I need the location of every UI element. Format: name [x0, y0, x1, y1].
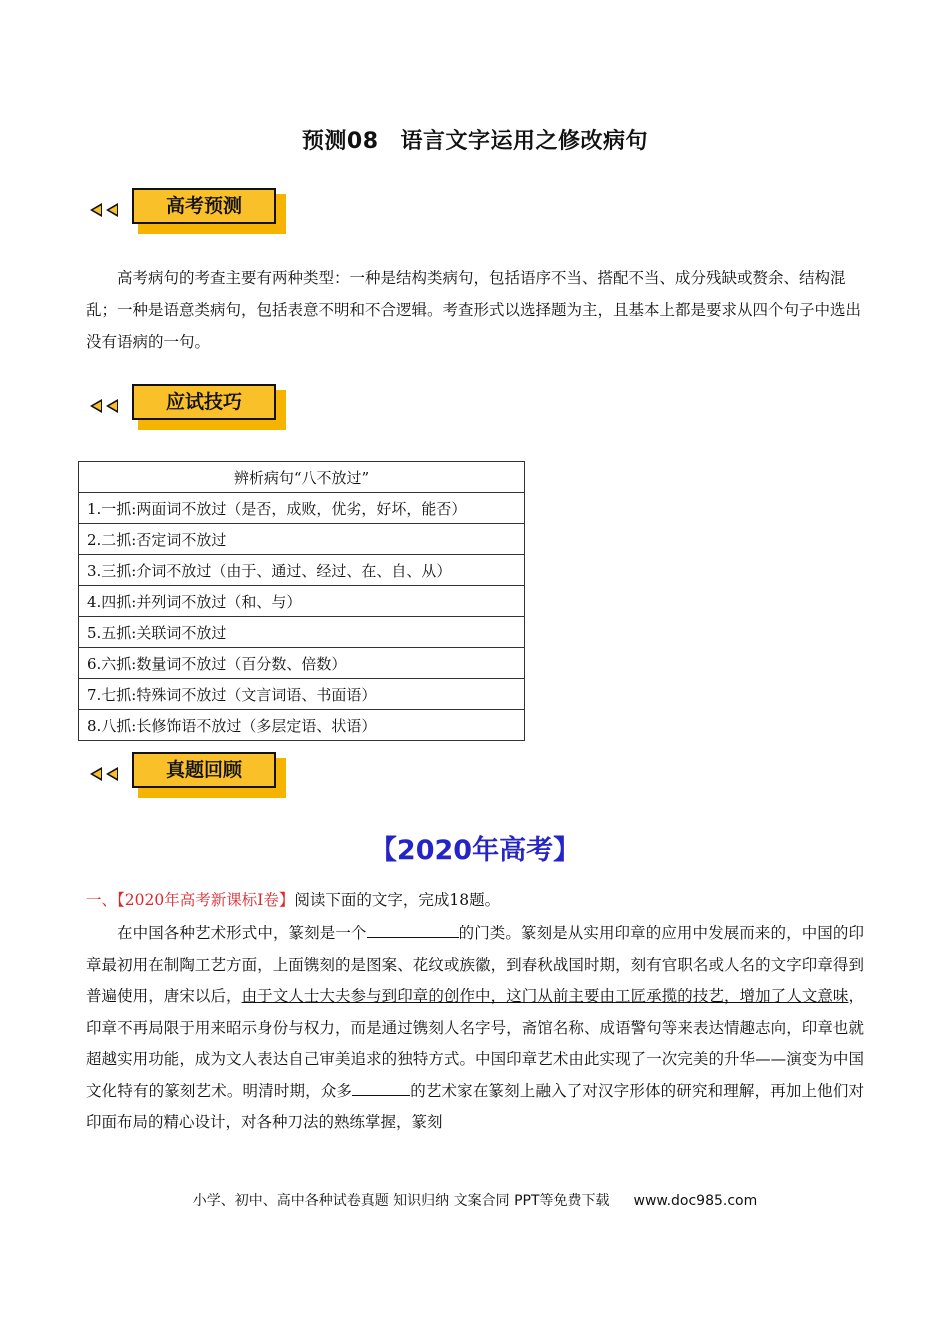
- table-row: 7.七抓:特殊词不放过（文言词语、书面语）: [79, 679, 525, 710]
- reading-passage: [86, 918, 864, 1139]
- blank-2: [352, 1079, 410, 1096]
- double-arrow-left-icon: [90, 397, 130, 415]
- passage-text: 的门类。篆刻是从实用印章的应用中发展而来的，中国的印章最初用在制陶工艺方面，上面镌刻的是图案、花纹或族徽，到春秋战国时期，刻有官职名或人名的文字印章得到普遍使用，唐宋以后，: [86, 924, 864, 1005]
- section-title-skills: 应试技巧: [132, 384, 276, 420]
- section-header-review: [90, 750, 290, 800]
- section-title-review: 真题回顾: [132, 752, 276, 788]
- passage-text: 在中国各种艺术形式中，篆刻是一个: [117, 924, 367, 942]
- title-main: 预测08: [301, 129, 379, 154]
- question-heading: [86, 888, 500, 912]
- table-row: 2.二抓:否定词不放过: [79, 524, 525, 555]
- intro-paragraph: 高考病句的考查主要有两种类型：一种是结构类病句，包括语序不当、搭配不当、成分残缺或赘余、结构混乱；一种是语意类病句，包括表意不明和不合逻辑。考查形式以选择题为主，且基本上都是要求从四个句子中选出没有语病的一句。: [86, 269, 862, 351]
- table-row: 4.四抓:并列词不放过（和、与）: [79, 586, 525, 617]
- double-arrow-left-icon: [90, 201, 130, 219]
- question-number: 一、: [86, 891, 118, 909]
- question-instruction: 阅读下面的文字，完成18题。: [294, 891, 501, 909]
- table-row: 1.一抓:两面词不放过（是否，成败，优劣，好坏，能否）: [79, 493, 525, 524]
- table-row: 5.五抓:关联词不放过: [79, 617, 525, 648]
- page-title: [0, 124, 950, 155]
- question-source: 【2020年高考新课标Ⅰ卷】: [117, 891, 295, 909]
- table-row: 6.六抓:数量词不放过（百分数、倍数）: [79, 648, 525, 679]
- double-arrow-left-icon: [90, 765, 130, 783]
- rules-table: [78, 461, 525, 741]
- passage-text: ，印章不再局限于用来昭示身份与权力，而是通过镌刻人名字号，斋馆名称、成语警句等来表达情趣志向，印章也就超越实用功能，成为文人表达自己审美追求的独特方式。中国印章艺术由此实现了一次完美的升华——演变为中国文化特有的篆刻艺术。明清时期，众多: [86, 987, 864, 1100]
- footer: [0, 1190, 950, 1210]
- table-header: 辨析病句“八不放过”: [79, 462, 525, 493]
- table-row: 3.三抓:介词不放过（由于、通过、经过、在、自、从）: [79, 555, 525, 586]
- underlined-sentence: 由于文人士大夫参与到印章的创作中，这门从前主要由工匠承揽的技艺，增加了人文意味: [241, 987, 849, 1005]
- footer-text: 小学、初中、高中各种试卷真题 知识归纳 文案合同 PPT等免费下载: [192, 1193, 610, 1209]
- blank-1: [367, 921, 459, 938]
- year-title: 【2020年高考】: [369, 835, 581, 866]
- table-row: 8.八抓:长修饰语不放过（多层定语、状语）: [79, 710, 525, 741]
- section-title-forecast: 高考预测: [132, 188, 276, 224]
- section-header-skills: [90, 382, 290, 432]
- title-sub: 语言文字运用之修改病句: [400, 129, 649, 154]
- passage-text: 的艺术家在篆刻上融入了对汉字形体的研究和理解，再加上他们对印面布局的精心设计，对各种刀法的熟练掌握，篆刻: [86, 1081, 864, 1131]
- footer-site: www.doc985.com: [633, 1193, 758, 1209]
- section-header-forecast: [90, 186, 290, 236]
